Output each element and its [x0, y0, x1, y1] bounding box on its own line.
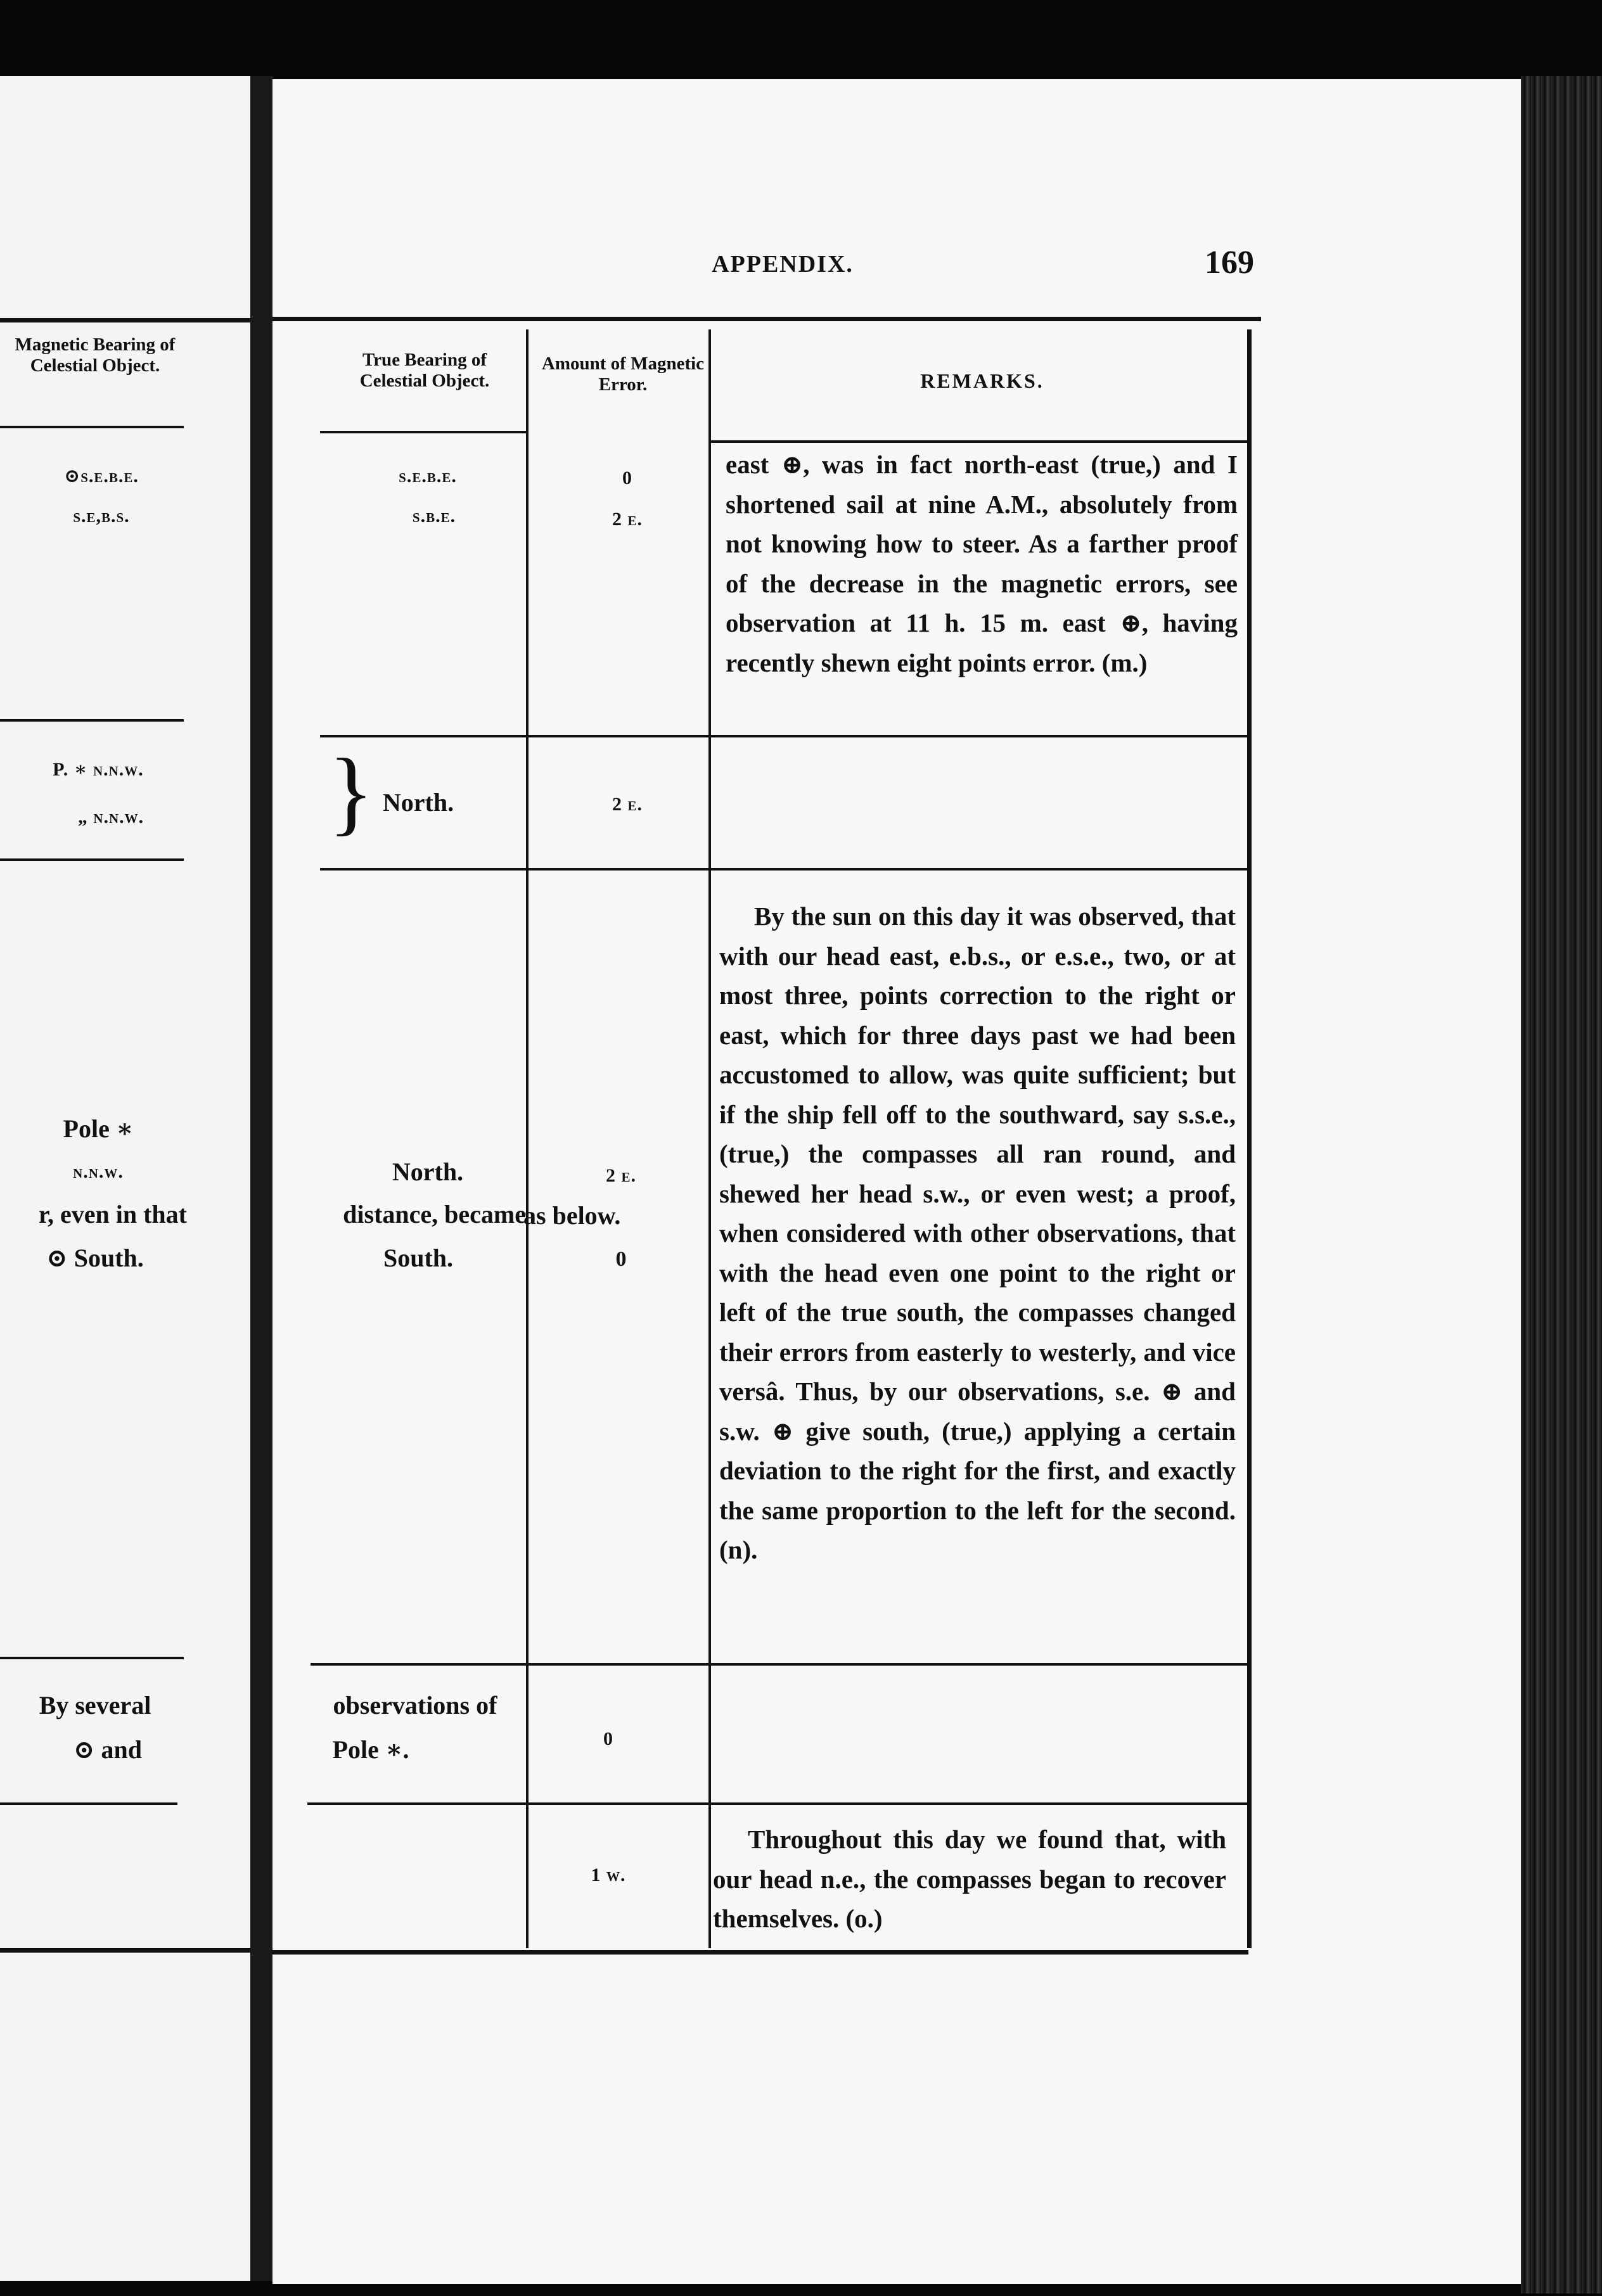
left-row-rule [0, 1657, 184, 1659]
true-bearing-header: True Bearing of Celestial Object. [359, 350, 490, 391]
remarks-header: REMARKS. [920, 369, 1044, 392]
row-rule [320, 735, 1247, 737]
column-divider [526, 329, 529, 1948]
magnetic-error-value: 2 e. [605, 1165, 636, 1186]
row-rule [307, 1802, 1247, 1805]
remarks-paragraph: Throughout this day we found that, with our head n.e., the compasses began to recover themselves. (o.) [713, 1825, 1226, 1933]
left-bearing-value: r, even in that [38, 1200, 187, 1228]
table-right-border [1247, 329, 1252, 1948]
magnetic-error-header: Amount of Magnetic Error. [541, 354, 705, 395]
remarks-paragraph: By the sun on this day it was observed, that with our head east, e.b.s., or e.s.e., two, or at most three, points correction to the right or east, which for three days past we had been accustomed to allow, was quite sufficient; but if the ship fell off to the southward, say s.s.e., (true,) the compasses all ran round, and shewed her head s.w., or even west; a proof, when considered with other observations, that with the head even one point to the right or left of the true south, the compasses changed their errors from easterly to westerly, and vice versâ. Thus, by our observations, s.e. ⊕ and s.w. ⊕ give south, (true,) applying a certain deviation to the right for the first, and exactly the same proportion to the left for the second. (n). [719, 902, 1236, 1564]
true-bearing-value: s.e.b.e. [399, 466, 457, 487]
remarks-paragraph: east ⊕, was in fact north-east (true,) and I shortened sail at nine A.M., absolutely from not knowing how to steer. As a farther proof of the decrease in the magnetic errors, see observation at 11 h. 15 m. east ⊕, having recently shewn eight points error. (m.) [726, 450, 1238, 677]
row-rule [311, 1663, 1247, 1666]
magnetic-error-value: 0 [622, 468, 632, 488]
true-bearing-value: South. [383, 1244, 454, 1272]
left-row-rule [0, 1802, 177, 1805]
remarks-text [726, 445, 1238, 682]
left-bearing-value: s.e,b.s. [73, 506, 130, 526]
magnetic-error-value: 2 e. [612, 509, 643, 530]
page-number: 169 [1205, 245, 1254, 281]
column-divider [708, 329, 711, 1948]
left-bearing-value: „ n.n.w. [77, 807, 144, 827]
book-gutter [250, 76, 272, 2281]
remarks-text [719, 896, 1236, 1570]
left-bearing-value: ⊙ South. [46, 1244, 144, 1272]
brace-icon: } [328, 739, 374, 845]
left-bearing-value: P. ∗ n.n.w. [53, 759, 144, 780]
left-bottom-rule [0, 1948, 250, 1953]
true-bearing-value: s.b.e. [412, 506, 456, 526]
left-table-top-rule [0, 318, 250, 322]
left-bearing-value: ⊙s.e.b.e. [64, 466, 139, 487]
true-bearing-value: Pole ∗. [332, 1735, 409, 1764]
left-bearing-value: Pole ∗ [63, 1114, 134, 1143]
magnetic-error-value: 2 e. [612, 794, 643, 815]
left-row-rule [0, 719, 184, 722]
row-rule [320, 868, 1247, 871]
header-rule [708, 440, 1247, 443]
table-bottom-rule [272, 1950, 1248, 1955]
true-bearing-value: observations of [333, 1691, 497, 1719]
header-rule [320, 431, 526, 433]
remarks-text [713, 1820, 1226, 1939]
true-bearing-value: North. [382, 788, 454, 817]
magnetic-error-value: 1 w. [591, 1865, 626, 1885]
page-edges [1521, 76, 1602, 2293]
left-column-header: Magnetic Bearing of Celestial Object. [15, 335, 176, 376]
left-row-rule [0, 858, 184, 861]
magnetic-error-value: 0 [615, 1247, 627, 1271]
magnetic-error-value: as below. [523, 1201, 621, 1230]
magnetic-error-value: 0 [603, 1728, 613, 1749]
true-bearing-value: North. [392, 1158, 464, 1186]
left-bearing-value: n.n.w. [73, 1161, 124, 1182]
left-bearing-value: By several [39, 1691, 151, 1719]
table-top-rule [272, 317, 1261, 321]
left-bearing-value: ⊙ and [73, 1735, 142, 1764]
running-title: APPENDIX. [712, 251, 854, 277]
left-header-rule [0, 426, 184, 428]
true-bearing-value: distance, became [343, 1200, 526, 1228]
